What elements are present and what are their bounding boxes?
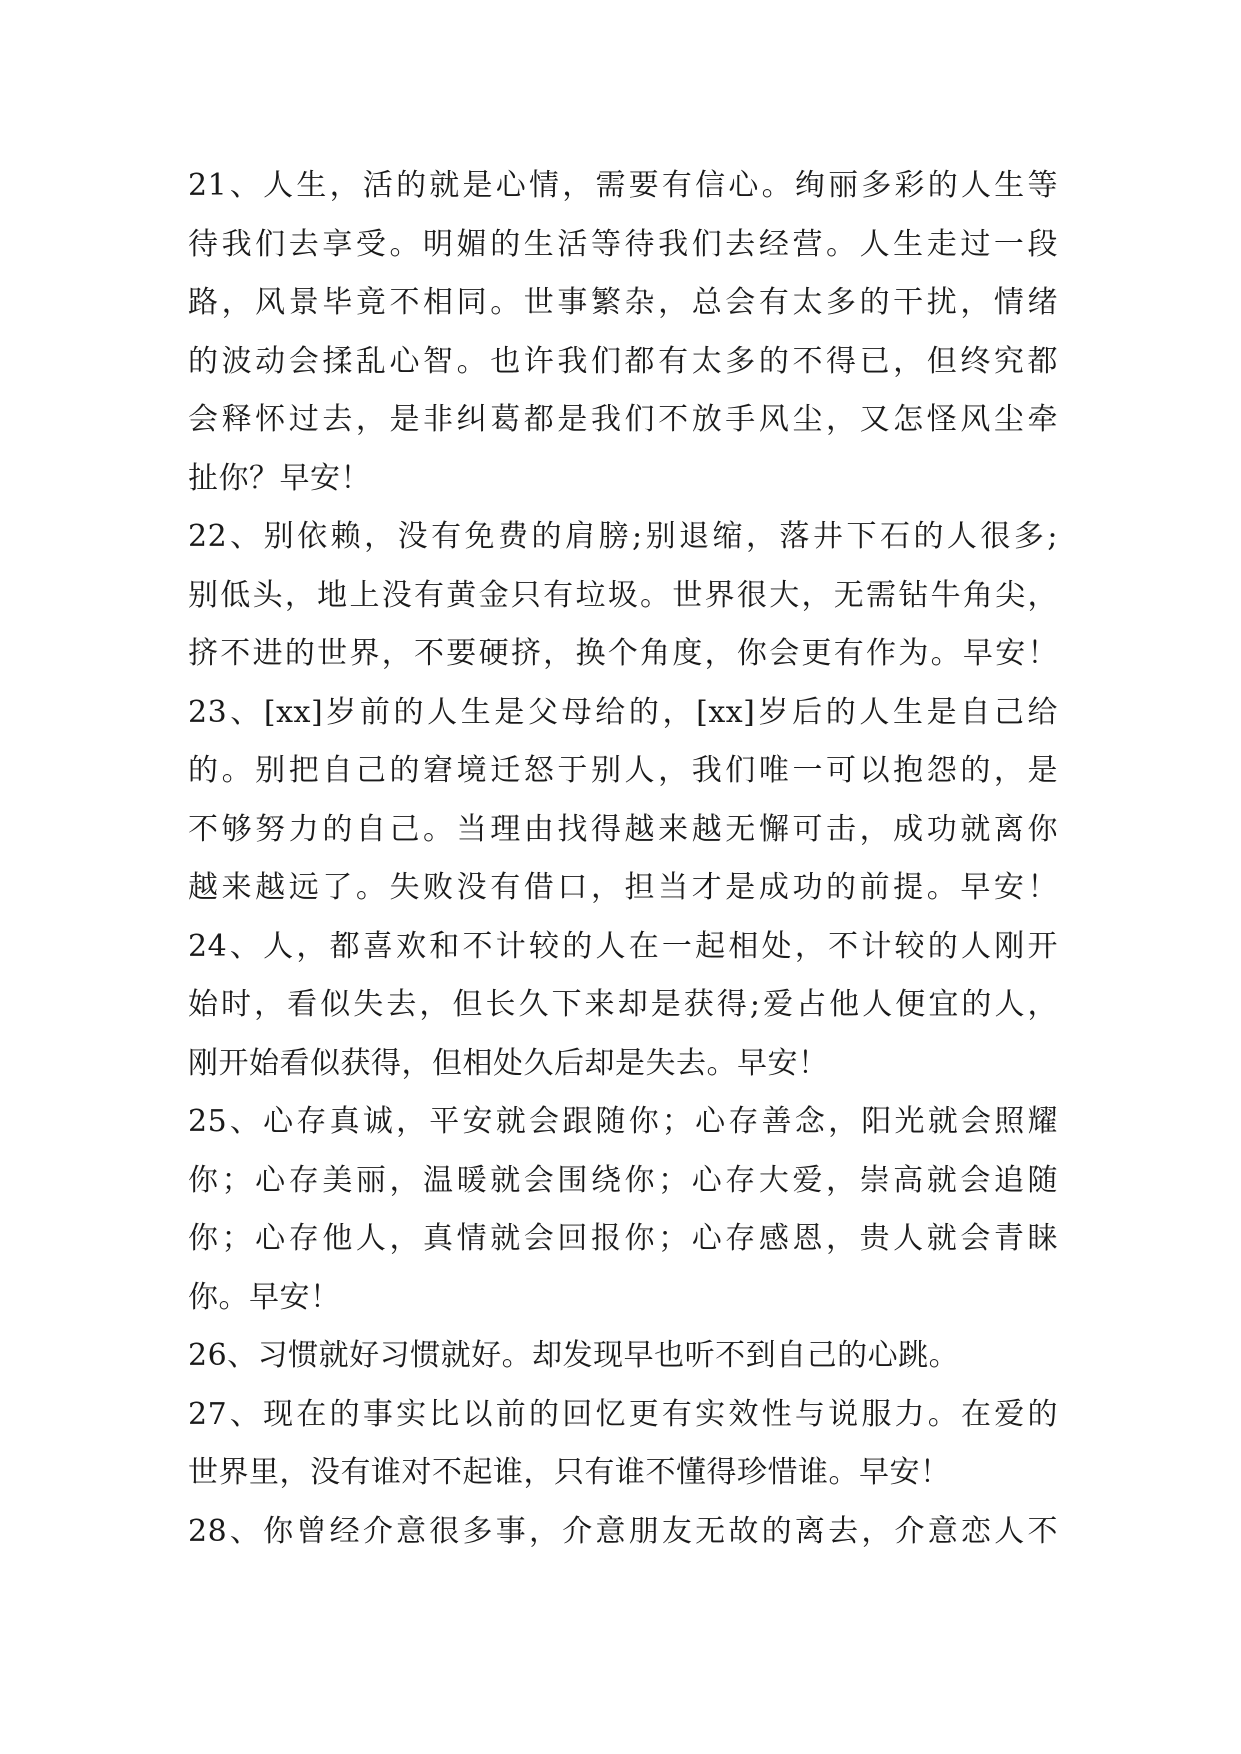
text-line: 的。别把自己的窘境迁怒于别人，我们唯一可以抱怨的，是 xyxy=(188,753,1058,788)
text-line: 你；心存他人，真情就会回报你；心存感恩，贵人就会青睐 xyxy=(188,1221,1058,1256)
text-line: 始时，看似失去，但长久下来却是获得;爱占他人便宜的人， xyxy=(188,987,1058,1022)
text-line: 刚开始看似获得，但相处久后却是失去。早安！ xyxy=(188,1045,829,1081)
text-line: 你。早安！ xyxy=(188,1279,341,1315)
text-line: 22、别依赖，没有免费的肩膀;别退缩，落井下石的人很多; xyxy=(188,519,1058,554)
text-line: 挤不进的世界，不要硬挤，换个角度，你会更有作为。早安！ xyxy=(188,636,1058,671)
text-line: 26、习惯就好习惯就好。却发现早也听不到自己的心跳。 xyxy=(188,1338,960,1373)
text-line: 扯你？早安！ xyxy=(188,460,371,496)
text-line: 21、人生，活的就是心情，需要有信心。绚丽多彩的人生等 xyxy=(188,168,1058,203)
text-line: 你；心存美丽，温暖就会围绕你；心存大爱，崇高就会追随 xyxy=(188,1162,1058,1198)
text-line: 不够努力的自己。当理由找得越来越无懈可击，成功就离你 xyxy=(188,811,1058,847)
text-line: 路，风景毕竟不相同。世事繁杂，总会有太多的干扰，情绪 xyxy=(188,285,1058,320)
text-line: 的波动会揉乱心智。也许我们都有太多的不得已，但终究都 xyxy=(188,343,1058,379)
text-line: 待我们去享受。明媚的生活等待我们去经营。人生走过一段 xyxy=(188,226,1058,262)
document-body xyxy=(188,157,1058,1561)
text-line: 世界里，没有谁对不起谁，只有谁不懂得珍惜谁。早安！ xyxy=(188,1455,951,1490)
text-line: 越来越远了。失败没有借口，担当才是成功的前提。早安！ xyxy=(188,870,1058,905)
text-line: 24、人，都喜欢和不计较的人在一起相处，不计较的人刚开 xyxy=(188,928,1058,964)
text-line: 23、[xx]岁前的人生是父母给的，[xx]岁后的人生是自己给 xyxy=(188,694,1058,730)
text-line: 别低头，地上没有黄金只有垃圾。世界很大，无需钻牛角尖， xyxy=(188,577,1058,613)
text-line: 25、心存真诚，平安就会跟随你；心存善念，阳光就会照耀 xyxy=(188,1104,1058,1139)
text-line: 会释怀过去，是非纠葛都是我们不放手风尘，又怎怪风尘牵 xyxy=(188,402,1058,437)
text-line: 27、现在的事实比以前的回忆更有实效性与说服力。在爱的 xyxy=(188,1396,1058,1432)
text-line: 28、你曾经介意很多事，介意朋友无故的离去，介意恋人不 xyxy=(188,1513,1058,1549)
